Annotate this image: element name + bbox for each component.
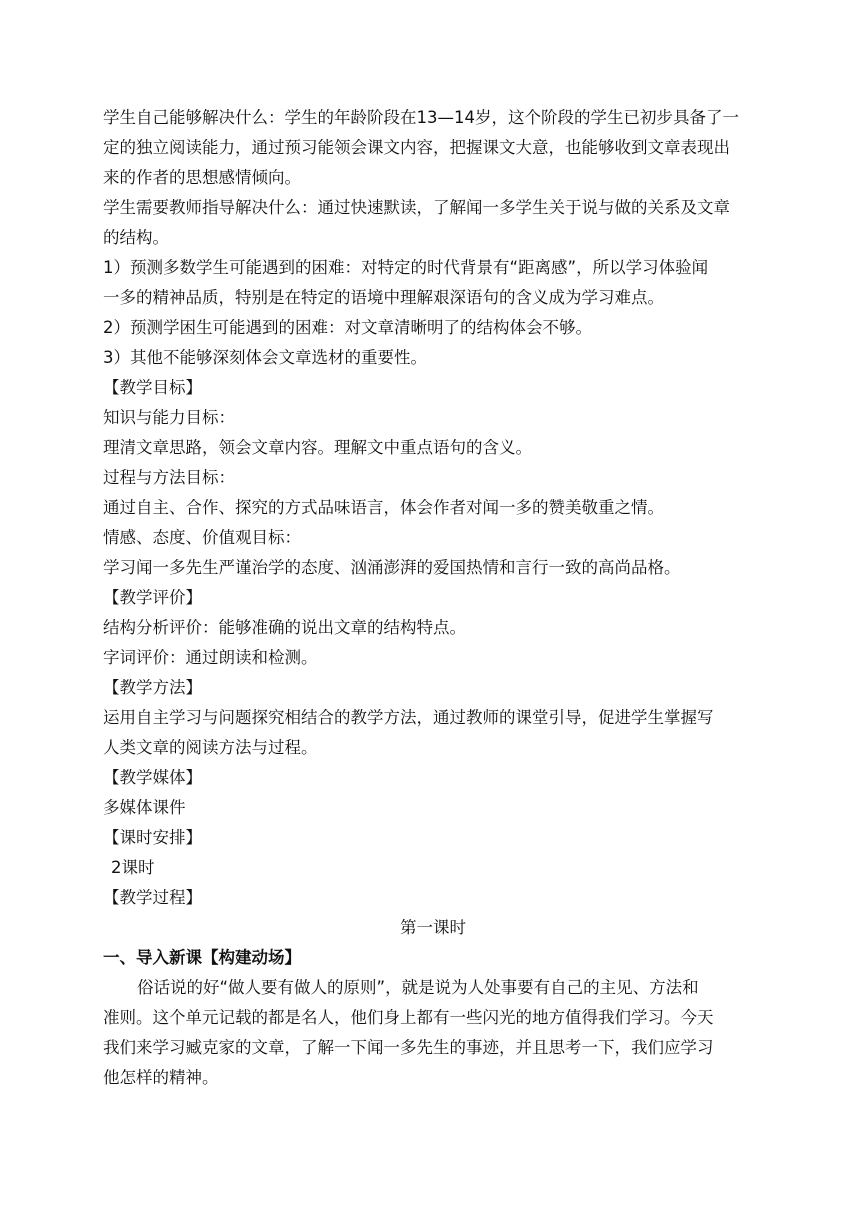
text-line: 字词评价：通过朗读和检测。 [103, 648, 318, 667]
subheading: 情感、态度、价值观目标： [103, 528, 301, 547]
section-heading: 【教学过程】 [103, 888, 202, 907]
subheading: 知识与能力目标： [103, 408, 235, 427]
text-line: 人类文章的阅读方法与过程。 [103, 738, 318, 757]
text-line: 通过自主、合作、探究的方式品味语言，体会作者对闻一多的赞美敬重之情。 [103, 498, 664, 517]
paragraph-line: 准则。这个单元记载的都是名人，他们身上都有一些闪光的地方值得我们学习。今天 [103, 1008, 714, 1027]
section-heading: 【教学目标】 [103, 378, 202, 397]
section-heading: 【教学方法】 [103, 678, 202, 697]
subheading: 过程与方法目标： [103, 468, 235, 487]
text-line: 理清文章思路，领会文章内容。理解文中重点语句的含义。 [103, 438, 532, 457]
text-line: 2课时 [111, 858, 155, 877]
text-line: 2）预测学困生可能遇到的困难：对文章清晰明了的结构体会不够。 [103, 318, 592, 337]
paragraph-line: 俗话说的好“做人要有做人的原则”，就是说为人处事要有自己的主见、方法和 [137, 978, 699, 997]
text-line: 3）其他不能够深刻体会文章选材的重要性。 [103, 348, 427, 367]
paragraph-line: 我们来学习臧克家的文章，了解一下闻一多先生的事迹，并且思考一下，我们应学习 [103, 1038, 714, 1057]
text-line: 一多的精神品质，特别是在特定的语境中理解艰深语句的含义成为学习难点。 [103, 288, 664, 307]
text-line: 学生自己能够解决什么：学生的年龄阶段在13—14岁，这个阶段的学生已初步具备了一 [103, 108, 739, 127]
text-line: 的结构。 [103, 228, 169, 247]
text-line: 学生需要教师指导解决什么：通过快速默读，了解闻一多学生关于说与做的关系及文章 [103, 198, 730, 217]
document-page [103, 103, 763, 1093]
text-line: 学习闻一多先生严谨治学的态度、汹涌澎湃的爱国热情和言行一致的高尚品格。 [103, 558, 681, 577]
section-heading: 【课时安排】 [103, 828, 202, 847]
lesson-title: 第一课时 [400, 918, 466, 937]
paragraph-line: 他怎样的精神。 [103, 1068, 219, 1087]
part-heading: 一、导入新课【构建动场】 [103, 948, 301, 967]
text-line: 运用自主学习与问题探究相结合的教学方法，通过教师的课堂引导，促进学生掌握写 [103, 708, 714, 727]
text-line: 来的作者的思想感情倾向。 [103, 168, 301, 187]
text-line: 结构分析评价：能够准确的说出文章的结构特点。 [103, 618, 466, 637]
text-line: 多媒体课件 [103, 798, 186, 817]
text-line: 1）预测多数学生可能遇到的困难：对特定的时代背景有“距离感”，所以学习体验闻 [103, 258, 709, 277]
section-heading: 【教学评价】 [103, 588, 202, 607]
text-line: 定的独立阅读能力，通过预习能领会课文内容，把握课文大意，也能够收到文章表现出 [103, 138, 730, 157]
section-heading: 【教学媒体】 [103, 768, 202, 787]
